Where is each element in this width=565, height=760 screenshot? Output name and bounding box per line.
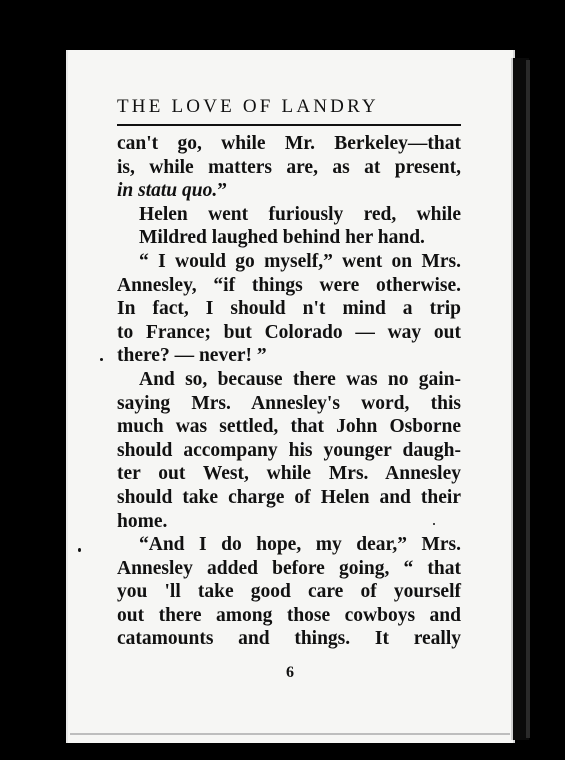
spine-edge <box>526 60 530 738</box>
header-rule <box>117 124 461 126</box>
text-line: saying Mrs. Annesley's word, this <box>117 392 461 414</box>
text-line: can't go, while Mr. Berkeley—that <box>117 133 461 154</box>
text-line: Annesley added before going, “ that <box>117 557 461 579</box>
ink-speck <box>100 358 103 361</box>
text-line: to France; but Colorado — way out <box>117 321 461 343</box>
text-line: catamounts and things. It really <box>117 628 461 650</box>
text-line: is, while matters are, as at present, <box>117 156 461 178</box>
ink-speck <box>78 548 81 552</box>
page-number: 6 <box>286 664 294 681</box>
paragraph <box>117 250 461 368</box>
paragraph <box>117 132 461 203</box>
page-bottom-edge <box>70 733 510 735</box>
text-line: In fact, I should n't mind a trip <box>117 298 461 320</box>
text-line: Mildred laughed behind her hand. <box>139 227 425 249</box>
text-line: out there among those cowboys and <box>117 604 461 626</box>
paragraph <box>117 368 461 533</box>
text-line: Annesley, “if things were otherwise. <box>117 274 461 296</box>
text-line: should accompany his younger daugh- <box>117 439 461 461</box>
text-line: ter out West, while Mrs. Annesley <box>117 463 461 485</box>
closing-quote: ” <box>217 180 228 202</box>
ink-speck <box>433 523 435 525</box>
text-line: home. <box>117 510 168 532</box>
text-line: you 'll take good care of yourself <box>117 581 461 603</box>
text-line <box>117 179 461 203</box>
text-line: Helen went furiously red, while <box>139 203 461 225</box>
text-line: And so, because there was no gain- <box>139 368 461 390</box>
text-line: “And I do hope, my dear,” Mrs. <box>139 534 461 556</box>
paragraph <box>117 533 461 651</box>
text-line: should take charge of Helen and their <box>117 486 461 508</box>
paragraph <box>117 203 461 250</box>
text-line: much was settled, that John Osborne <box>117 416 461 438</box>
running-head: THE LOVE OF LANDRY <box>117 96 379 117</box>
italic-phrase: in statu quo. <box>117 180 218 202</box>
body-text <box>117 132 461 651</box>
text-line: there? — never! ” <box>117 345 267 367</box>
text-line: “ I would go myself,” went on Mrs. <box>139 250 461 272</box>
